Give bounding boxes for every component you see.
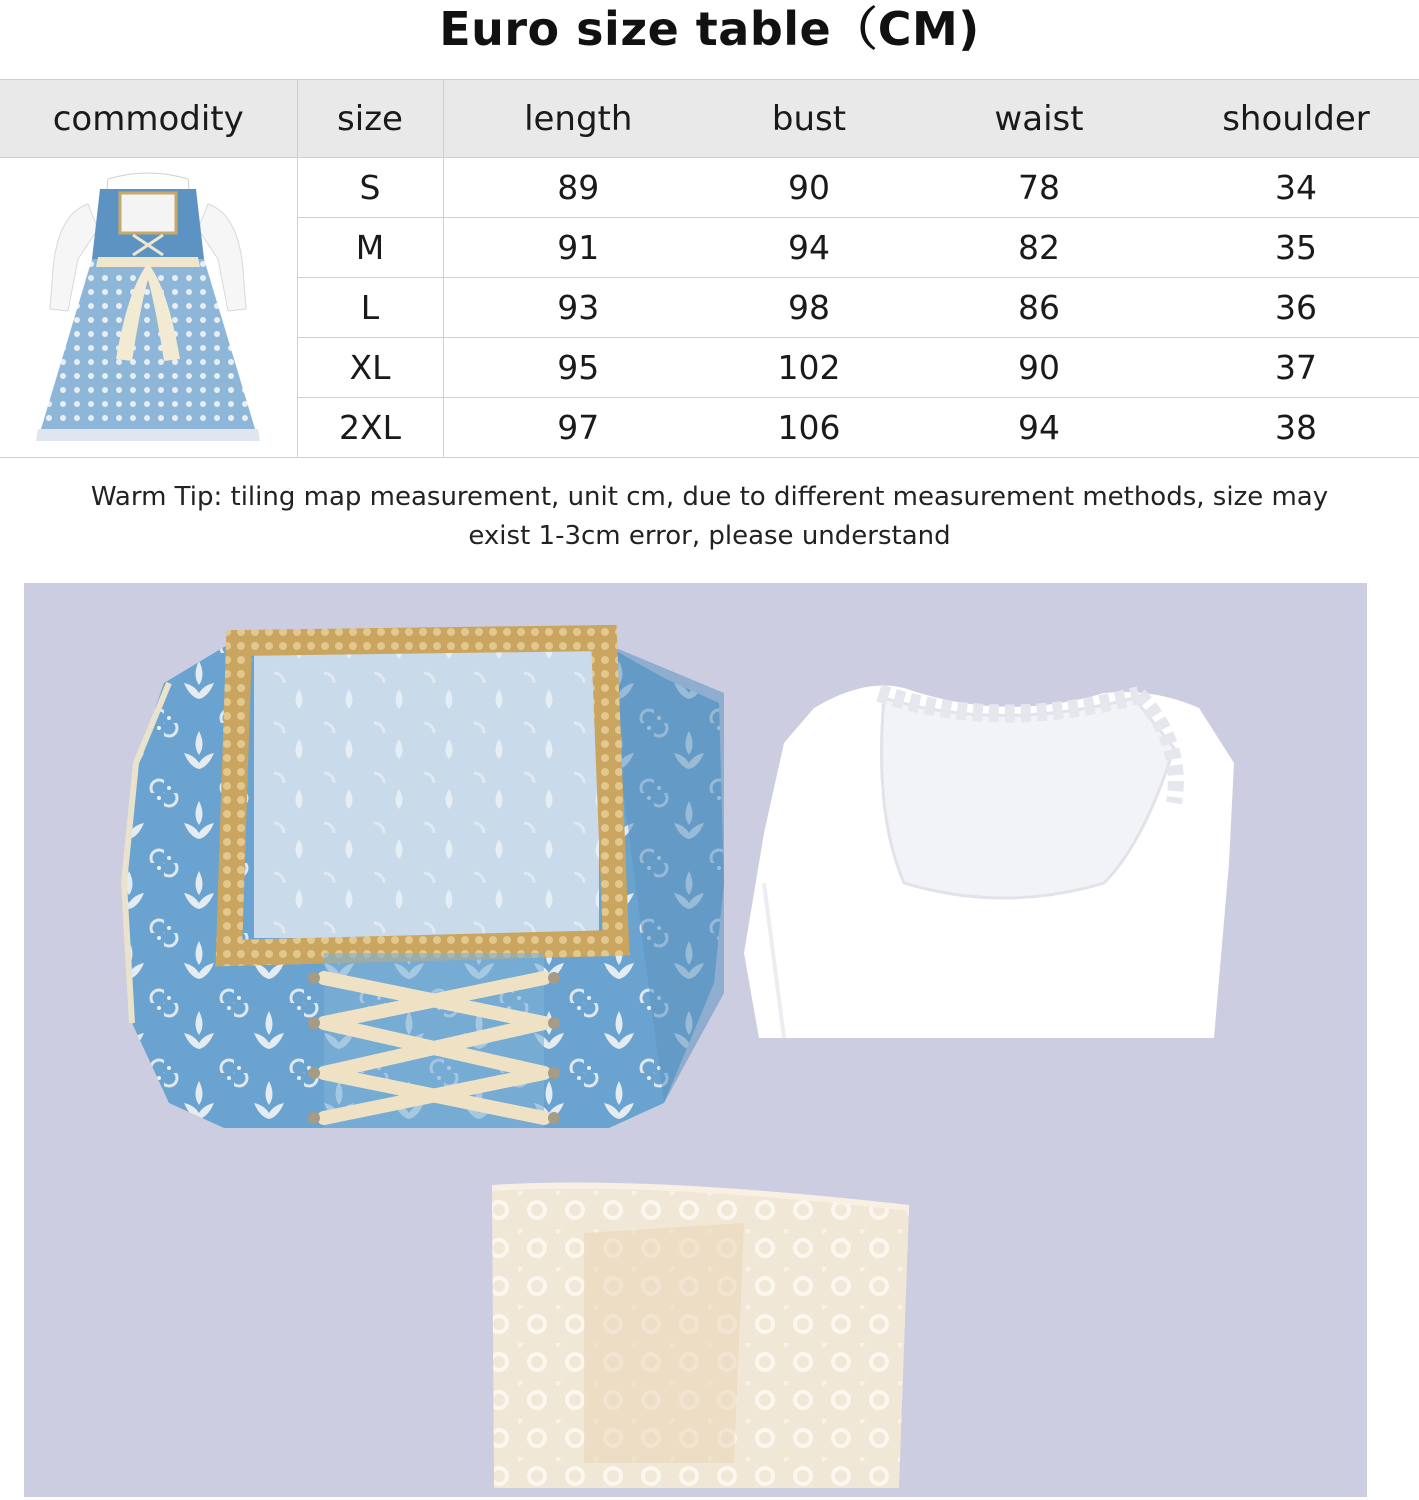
cell-waist: 78 — [905, 158, 1173, 218]
size-table — [0, 79, 1419, 458]
cell-waist: 90 — [905, 338, 1173, 398]
table-header-row — [0, 80, 1419, 158]
cell-size: M — [297, 218, 443, 278]
cell-shoulder: 38 — [1173, 398, 1419, 458]
cell-length: 93 — [443, 278, 713, 338]
cell-bust: 98 — [713, 278, 905, 338]
cell-waist: 94 — [905, 398, 1173, 458]
header-waist: waist — [905, 80, 1173, 158]
cell-length: 89 — [443, 158, 713, 218]
cell-length: 95 — [443, 338, 713, 398]
cell-waist: 86 — [905, 278, 1173, 338]
header-length: length — [443, 80, 713, 158]
header-shoulder: shoulder — [1173, 80, 1419, 158]
cell-shoulder: 36 — [1173, 278, 1419, 338]
warm-tip — [0, 478, 1419, 556]
cell-size: XL — [297, 338, 443, 398]
cell-size: L — [297, 278, 443, 338]
cell-waist: 82 — [905, 218, 1173, 278]
header-bust: bust — [713, 80, 905, 158]
cell-shoulder: 35 — [1173, 218, 1419, 278]
cell-size: 2XL — [297, 398, 443, 458]
cell-shoulder: 37 — [1173, 338, 1419, 398]
cell-bust: 106 — [713, 398, 905, 458]
commodity-image-cell — [0, 158, 297, 458]
product-photo — [24, 583, 1367, 1497]
cell-bust: 90 — [713, 158, 905, 218]
header-commodity: commodity — [0, 80, 297, 158]
warm-tip-line-1: Warm Tip: tiling map measurement, unit cm, due to different measurement methods, size may — [90, 482, 1329, 512]
dress-thumbnail — [28, 159, 268, 449]
cell-bust: 102 — [713, 338, 905, 398]
header-size: size — [297, 80, 443, 158]
warm-tip-line-2: exist 1-3cm error, please understand — [468, 521, 951, 551]
page-title: Euro size table（CM) — [439, 2, 980, 56]
table-row — [0, 158, 1419, 218]
cell-shoulder: 34 — [1173, 158, 1419, 218]
cell-bust: 94 — [713, 218, 905, 278]
cell-length: 97 — [443, 398, 713, 458]
cell-size: S — [297, 158, 443, 218]
cell-length: 91 — [443, 218, 713, 278]
